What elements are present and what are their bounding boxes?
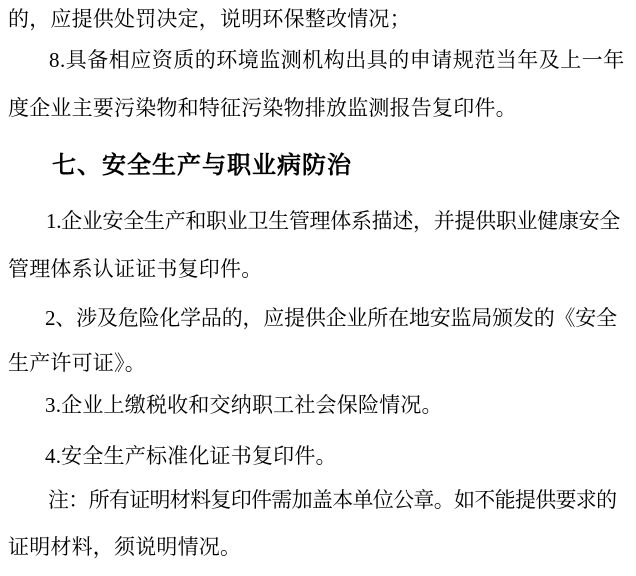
document-line: 1.企业安全生产和职业卫生管理体系描述，并提供职业健康安全 — [46, 209, 621, 233]
document-line: 注：所有证明材料复印件需加盖本单位公章。如不能提供要求的 — [48, 488, 617, 512]
document-line: 证明材料，须说明情况。 — [8, 535, 242, 559]
document-line: 4.安全生产标准化证书复印件。 — [45, 444, 337, 468]
section-heading: 七、安全生产与职业病防治 — [52, 153, 352, 179]
document-line: 度企业主要污染物和特征污染物排放监测报告复印件。 — [8, 96, 517, 120]
document-line: 管理体系认证证书复印件。 — [8, 257, 263, 281]
document-line: 生产许可证》。 — [8, 351, 146, 375]
document-line: 3.企业上缴税收和交纳职工社会保险情况。 — [45, 393, 443, 417]
document-line: 2、涉及危险化学品的，应提供企业所在地安监局颁发的《安全 — [45, 306, 617, 330]
document-line: 的，应提供处罚决定，说明环保整改情况； — [8, 7, 411, 31]
document-line: 8.具备相应资质的环境监测机构出具的申请规范当年及上一年 — [49, 48, 625, 72]
